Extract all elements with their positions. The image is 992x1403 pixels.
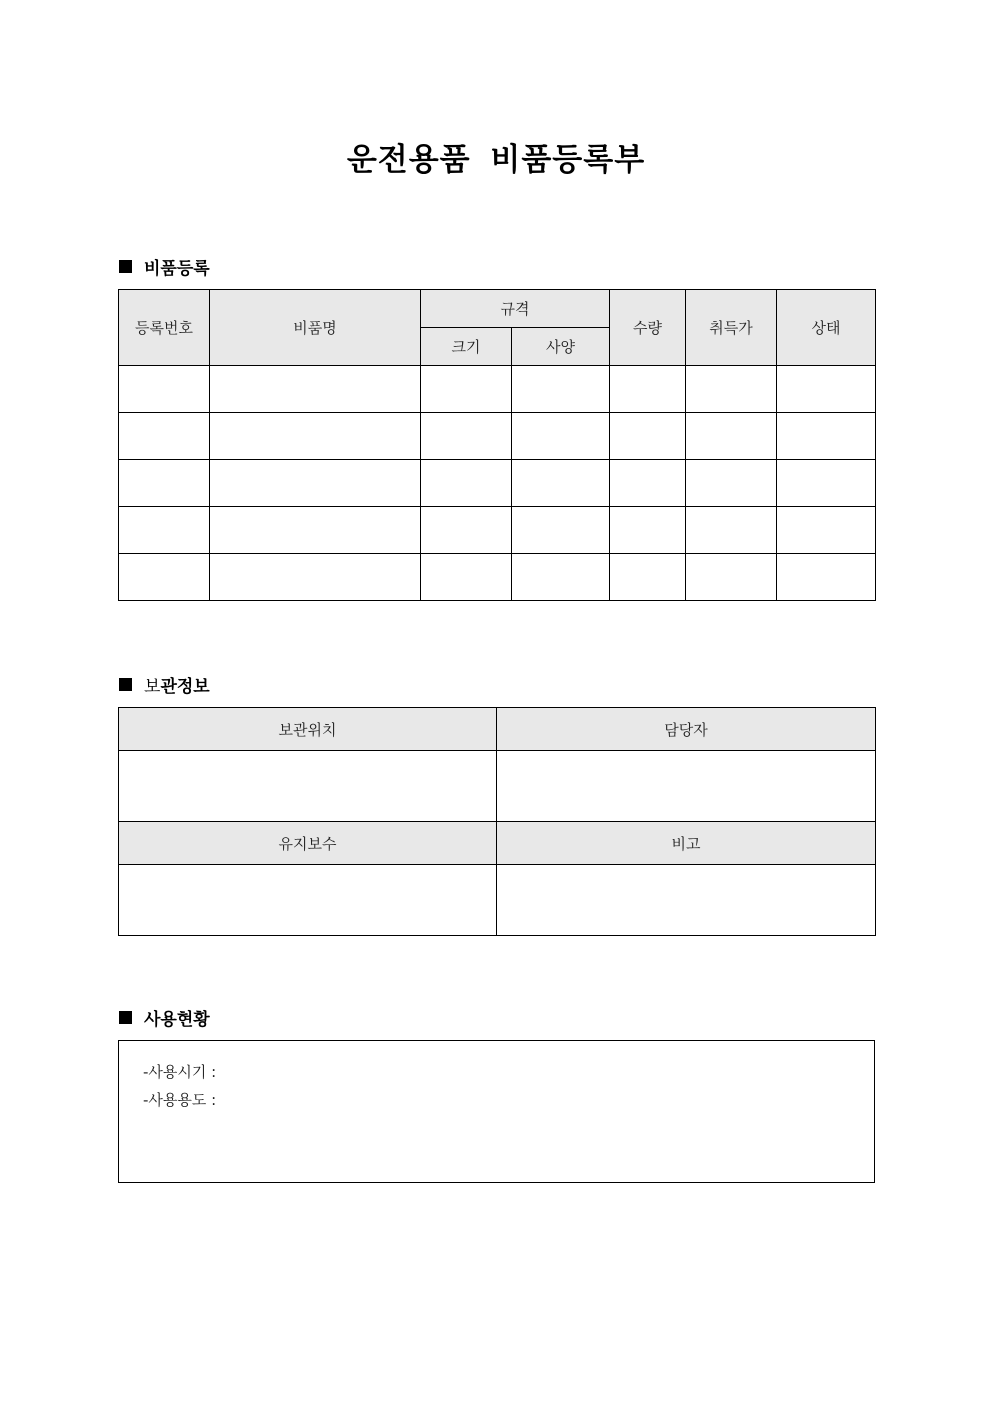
cell-acquisition-price[interactable]	[686, 507, 777, 554]
table-row	[119, 366, 876, 413]
cell-quantity[interactable]	[610, 507, 686, 554]
cell-spec-detail[interactable]	[512, 554, 610, 601]
cell-quantity[interactable]	[610, 554, 686, 601]
registration-table	[118, 289, 876, 601]
cell-status[interactable]	[777, 413, 876, 460]
header-storage-location: 보관위치	[119, 708, 497, 751]
cell-reg-no[interactable]	[119, 413, 210, 460]
cell-spec-size[interactable]	[421, 460, 512, 507]
cell-item-name[interactable]	[210, 507, 421, 554]
header-maintenance: 유지보수	[119, 822, 497, 865]
header-quantity: 수량	[610, 290, 686, 366]
cell-acquisition-price[interactable]	[686, 554, 777, 601]
cell-manager[interactable]	[497, 751, 876, 822]
header-spec-detail: 사양	[512, 328, 610, 366]
cell-spec-detail[interactable]	[512, 413, 610, 460]
cell-quantity[interactable]	[610, 460, 686, 507]
usage-time-line	[143, 1061, 874, 1089]
table-row	[119, 413, 876, 460]
cell-reg-no[interactable]	[119, 554, 210, 601]
cell-status[interactable]	[777, 554, 876, 601]
header-status: 상태	[777, 290, 876, 366]
cell-reg-no[interactable]	[119, 460, 210, 507]
cell-spec-size[interactable]	[421, 554, 512, 601]
section-heading-text: 비품등록	[144, 259, 210, 279]
section-heading-storage	[119, 672, 210, 697]
cell-spec-detail[interactable]	[512, 507, 610, 554]
header-acquisition-price: 취득가	[686, 290, 777, 366]
section-heading-text: 관정보	[160, 677, 210, 697]
usage-time-label: -사용시기 :	[143, 1063, 217, 1081]
cell-item-name[interactable]	[210, 366, 421, 413]
cell-remarks[interactable]	[497, 865, 876, 936]
cell-acquisition-price[interactable]	[686, 366, 777, 413]
cell-quantity[interactable]	[610, 366, 686, 413]
table-row	[119, 460, 876, 507]
cell-item-name[interactable]	[210, 554, 421, 601]
section-heading-prefix: 보	[144, 677, 161, 697]
cell-storage-location[interactable]	[119, 751, 497, 822]
usage-purpose-label: -사용용도 :	[143, 1091, 217, 1109]
usage-box[interactable]	[118, 1040, 875, 1183]
cell-status[interactable]	[777, 507, 876, 554]
cell-spec-size[interactable]	[421, 413, 512, 460]
square-bullet-icon	[119, 260, 132, 273]
section-heading-usage	[119, 1005, 210, 1030]
header-reg-no: 등록번호	[119, 290, 210, 366]
cell-reg-no[interactable]	[119, 366, 210, 413]
cell-acquisition-price[interactable]	[686, 460, 777, 507]
section-heading-registration	[119, 254, 210, 279]
cell-status[interactable]	[777, 366, 876, 413]
cell-reg-no[interactable]	[119, 507, 210, 554]
square-bullet-icon	[119, 678, 132, 691]
cell-spec-detail[interactable]	[512, 460, 610, 507]
cell-spec-detail[interactable]	[512, 366, 610, 413]
cell-quantity[interactable]	[610, 413, 686, 460]
square-bullet-icon	[119, 1011, 132, 1024]
cell-acquisition-price[interactable]	[686, 413, 777, 460]
header-remarks: 비고	[497, 822, 876, 865]
section-heading-text: 사용현황	[144, 1010, 210, 1030]
storage-table	[118, 707, 876, 936]
document-title: 운전용품 비품등록부	[346, 142, 646, 178]
table-row	[119, 507, 876, 554]
table-row	[119, 554, 876, 601]
cell-spec-size[interactable]	[421, 507, 512, 554]
header-spec-size: 크기	[421, 328, 512, 366]
header-manager: 담당자	[497, 708, 876, 751]
cell-item-name[interactable]	[210, 413, 421, 460]
header-spec: 규격	[421, 290, 610, 328]
header-item-name: 비품명	[210, 290, 421, 366]
cell-item-name[interactable]	[210, 460, 421, 507]
cell-maintenance[interactable]	[119, 865, 497, 936]
usage-purpose-line	[143, 1089, 874, 1117]
cell-spec-size[interactable]	[421, 366, 512, 413]
cell-status[interactable]	[777, 460, 876, 507]
